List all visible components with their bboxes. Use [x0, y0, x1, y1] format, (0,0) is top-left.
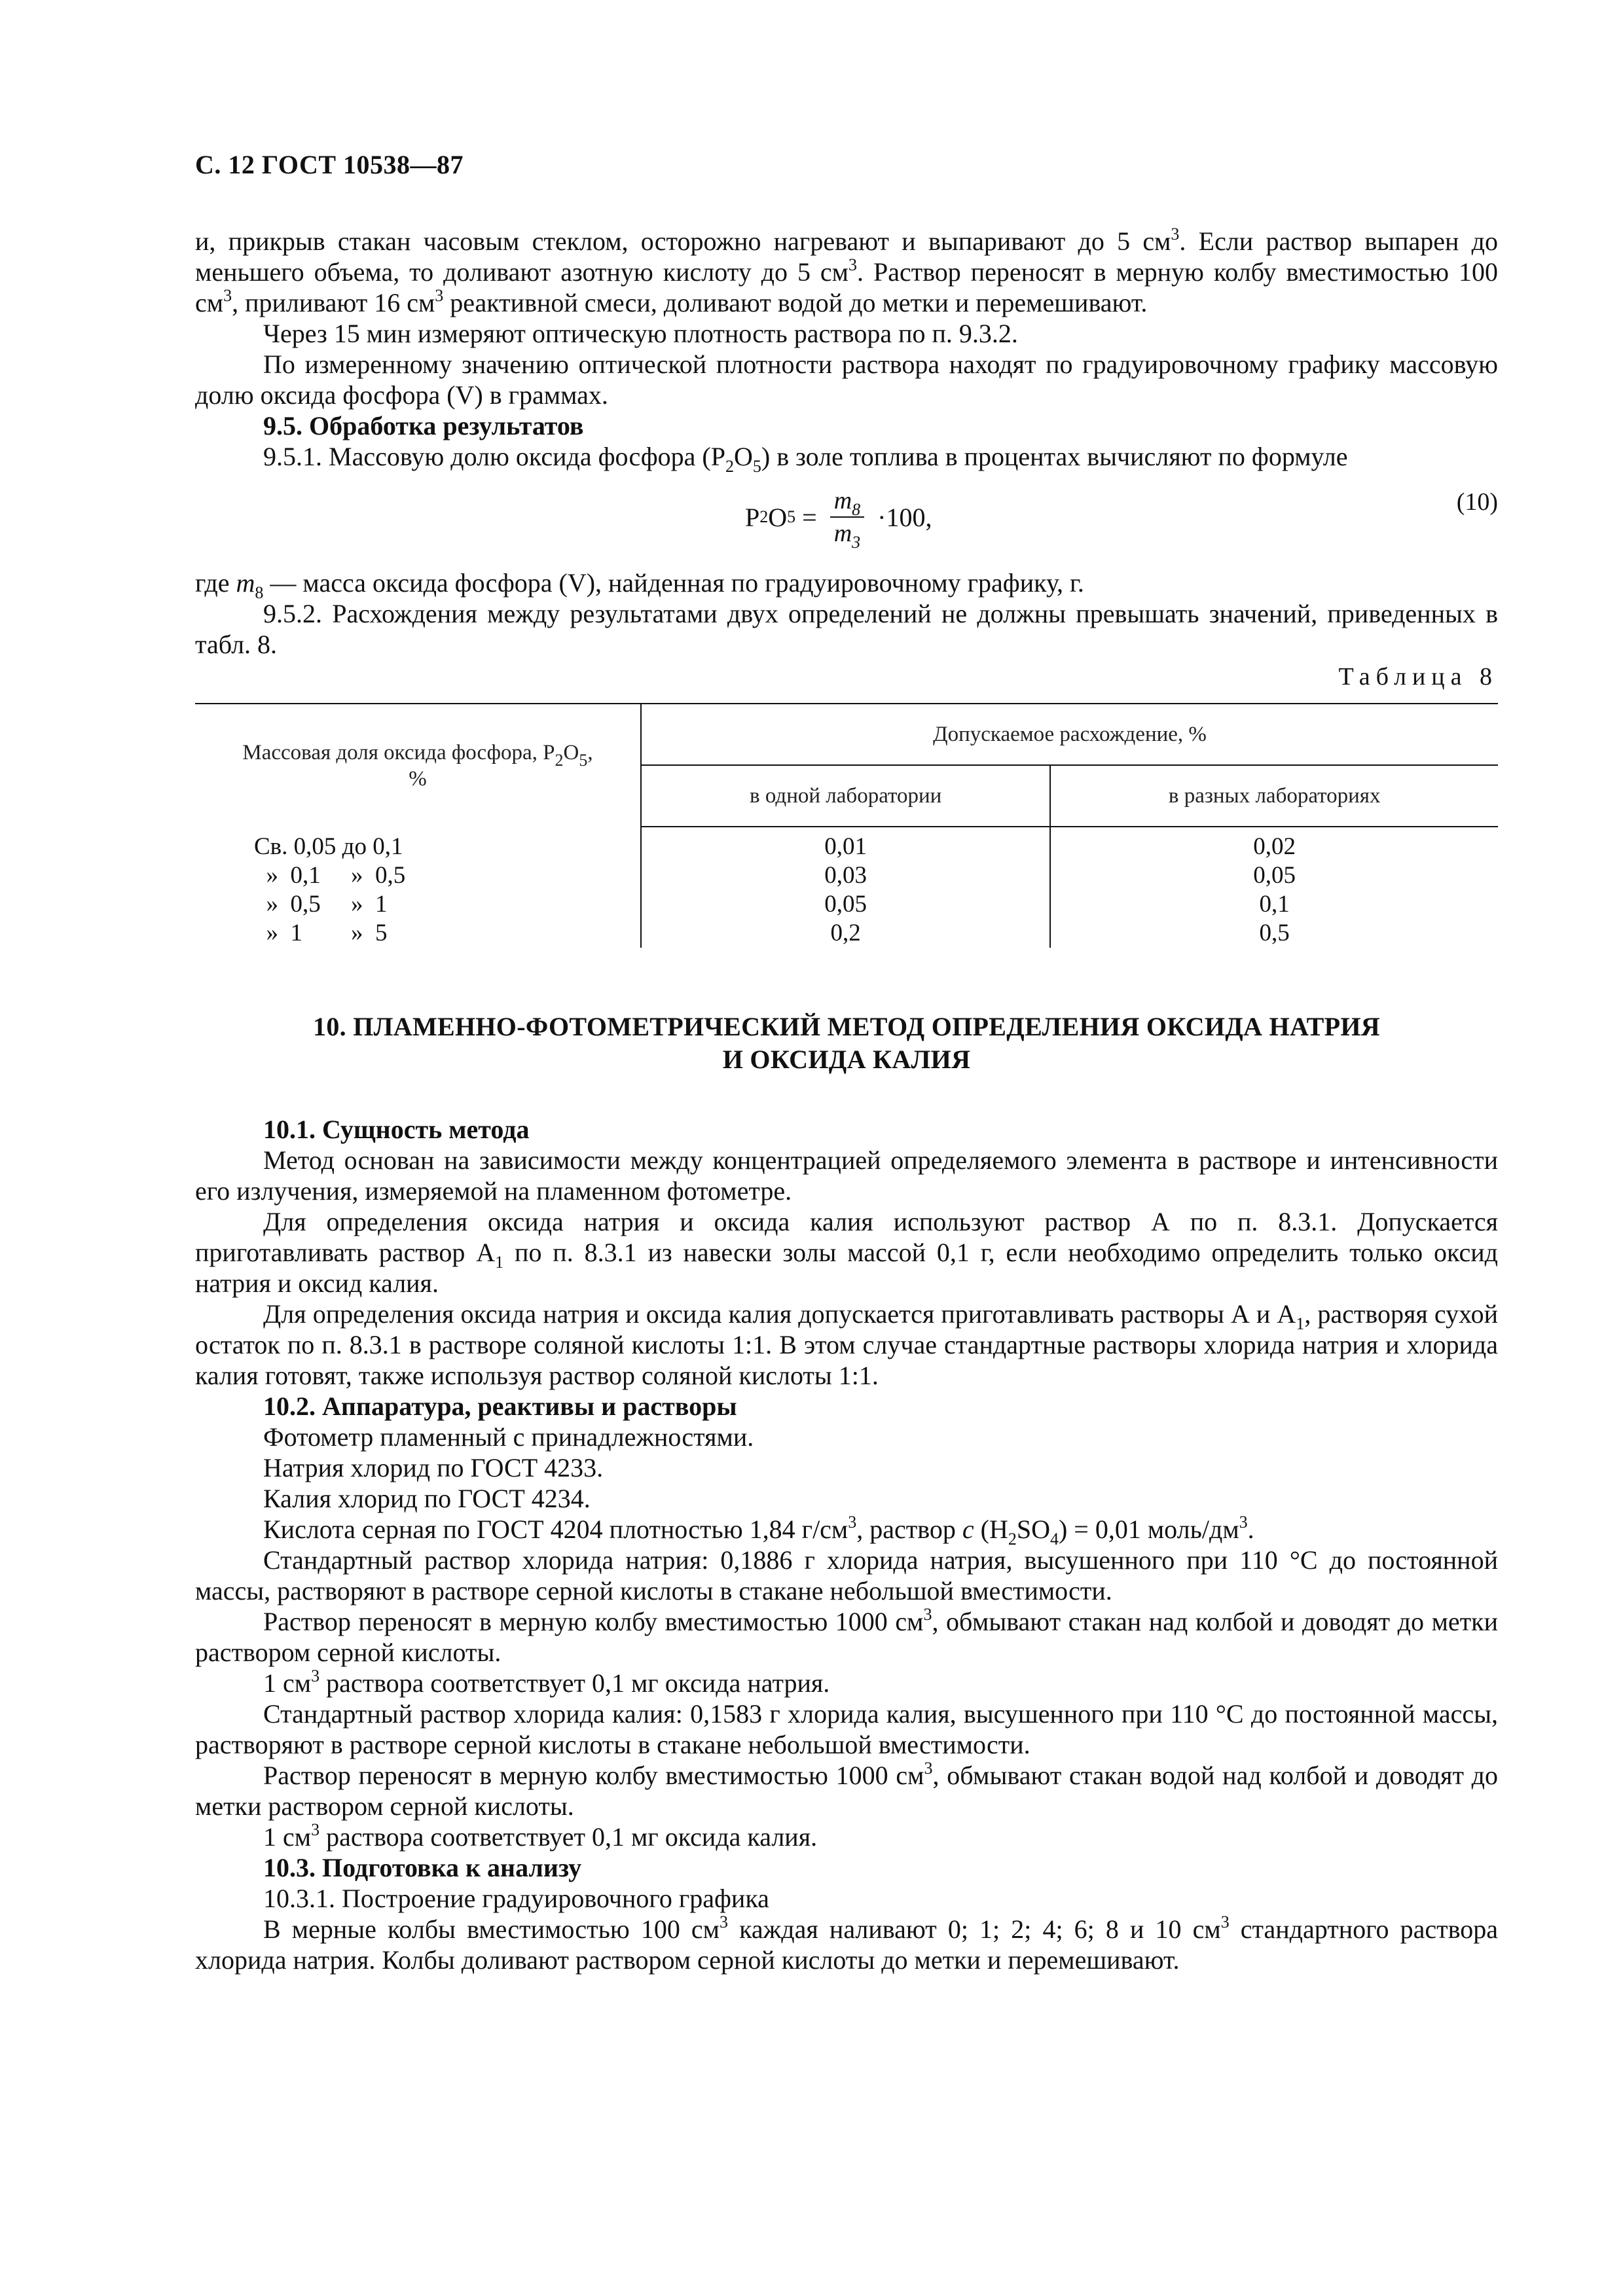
document-page — [195, 149, 1498, 1975]
paragraph: Стандартный раствор хлорида натрия: 0,1886 г хлорида натрия, высушенного при 110 °С до постоянной массы, растворяют в растворе серной кислоты в стакане небольшой вместимости. — [195, 1545, 1498, 1605]
paragraph: где $m_8$ — масса оксида фосфора (V), найденная по градуировочному графику, г. — [195, 568, 1084, 602]
paragraph: и, прикрыв стакан часовым стеклом, осторожно нагревают и выпаривают до 5 $см^3$. Если раствор выпарен до меньшего объема, то доливают азотную кислоту до 5 $см^3$. Раствор переносят в мерную колбу вместимостью 100 $см^3$, приливают 16 $см^3$ реактивной смеси, доливают водой до метки и перемешивают. — [195, 224, 1499, 317]
paragraph: Раствор переносят в мерную колбу вместимостью 1000 $см^3$, обмывают стакан над колбой и доводят до метки раствором серной кислоты. — [195, 1605, 1499, 1667]
section-heading: 10.1. Сущность метода — [263, 1115, 530, 1144]
section-heading: 10.2. Аппаратура, реактивы и растворы — [263, 1391, 737, 1421]
paragraph: По измеренному значению оптической плотности раствора находят по градуировочному графику массовую долю оксида фосфора (V) в граммах. — [195, 350, 1498, 410]
table-header-one-lab: в одной лаборатории — [641, 765, 1050, 827]
paragraph: Раствор переносят в мерную колбу вместимостью 1000 $см^3$, обмывают стакан водой над колбой и доводят до метки раствором серной кислоты. — [195, 1759, 1499, 1821]
formula-fraction: $\frac{m_8}{m_3}$ — [830, 488, 864, 547]
paragraph: 9.5.2. Расхождения между результатами двух определений не должны превышать значений, приведенных в табл. 8. — [195, 599, 1498, 659]
paragraph: 1 $см^3$ раствора соответствует 0,1 мг оксида калия. — [263, 1820, 818, 1852]
table-row: » 0,1 » 0,5 0,03 0,05 — [195, 861, 1498, 890]
table-header-mass-fraction: Массовая доля оксида фосфора, $P_2O_5$, % — [195, 704, 641, 827]
section-heading: 10.3. Подготовка к анализу — [263, 1853, 582, 1882]
section-heading: 9.5. Обработка результатов — [263, 411, 584, 440]
paragraph: Фотометр пламенный с принадлежностями. — [263, 1422, 754, 1452]
paragraph: 1 $см^3$ раствора соответствует 0,1 мг оксида натрия. — [263, 1666, 830, 1698]
paragraph: 9.5.1. Массовую долю оксида фосфора $(P_2O_5)$ в золе топлива в процентах вычисляют по формуле — [263, 442, 1348, 476]
paragraph: Кислота серная по ГОСТ 4204 плотностью 1,84 $г/см^3$, раствор c $(H_2SO_4) = 0,01$ моль/$дм^3$. — [263, 1513, 1254, 1549]
table-caption: Таблица 8 — [1338, 663, 1498, 691]
paragraph: Стандартный раствор хлорида калия: 0,1583 г хлорида калия, высушенного при 110 °С до постоянной массы, растворяют в растворе серной кислоты в стакане небольшой вместимости. — [195, 1699, 1498, 1759]
formula-number: (10) — [1456, 488, 1498, 516]
table-header-allowed-divergence: Допускаемое расхождение, % — [641, 704, 1498, 765]
section-10-title: 10. ПЛАМЕННО-ФОТОМЕТРИЧЕСКИЙ МЕТОД ОПРЕДЕЛЕНИЯ ОКСИДА НАТРИЯ И ОКСИДА КАЛИЯ — [313, 1012, 1380, 1074]
formula-10: P 2 O 5 = $\frac{m_8}{m_3}$ ·100, (10) — [745, 487, 1498, 552]
paragraph: Для определения оксида натрия и оксида калия допускается приготавливать растворы А и $А_1$, растворяя сухой остаток по п. 8.3.1 в растворе соляной кислоты 1:1. В этом случае стандартные растворы хлорида натрия и хлорида калия готовят, также используя раствор соляной кислоты 1:1. — [195, 1299, 1498, 1390]
paragraph: Через 15 мин измеряют оптическую плотность раствора по п. 9.3.2. — [263, 319, 1018, 348]
paragraph: Метод основан на зависимости между концентрацией определяемого элемента в растворе и интенсивности его излучения, измеряемой на пламенном фотометре. — [195, 1145, 1498, 1206]
table-8 — [195, 703, 1498, 948]
table-header-different-labs: в разных лабораториях — [1050, 765, 1498, 827]
paragraph: Для определения оксида натрия и оксида калия используют раствор А по п. 8.3.1. Допускается приготавливать раствор $А_1$ по п. 8.3.1 из навески золы массой 0,1 г, если необходимо определить только оксид натрия и оксид калия. — [195, 1207, 1498, 1298]
paragraph: Натрия хлорид по ГОСТ 4233. — [263, 1453, 604, 1482]
table-row: » 0,5 » 1 0,05 0,1 — [195, 890, 1498, 919]
table-row: Св. 0,05 до 0,1 0,01 0,02 — [195, 827, 1498, 861]
page-header: С. 12 ГОСТ 10538—87 — [195, 150, 464, 179]
table-row: » 1 » 5 0,2 0,5 — [195, 919, 1498, 948]
subsection-heading: 10.3.1. Построение градуировочного графика — [263, 1884, 769, 1913]
paragraph: В мерные колбы вместимостью 100 $см^3$ каждая наливают 0; 1; 2; 4; 6; 8 и 10 $см^3$ стандартного раствора хлорида натрия. Колбы доливают раствором серной кислоты до метки и перемешивают. — [195, 1912, 1499, 1975]
paragraph: Калия хлорид по ГОСТ 4234. — [263, 1484, 591, 1513]
